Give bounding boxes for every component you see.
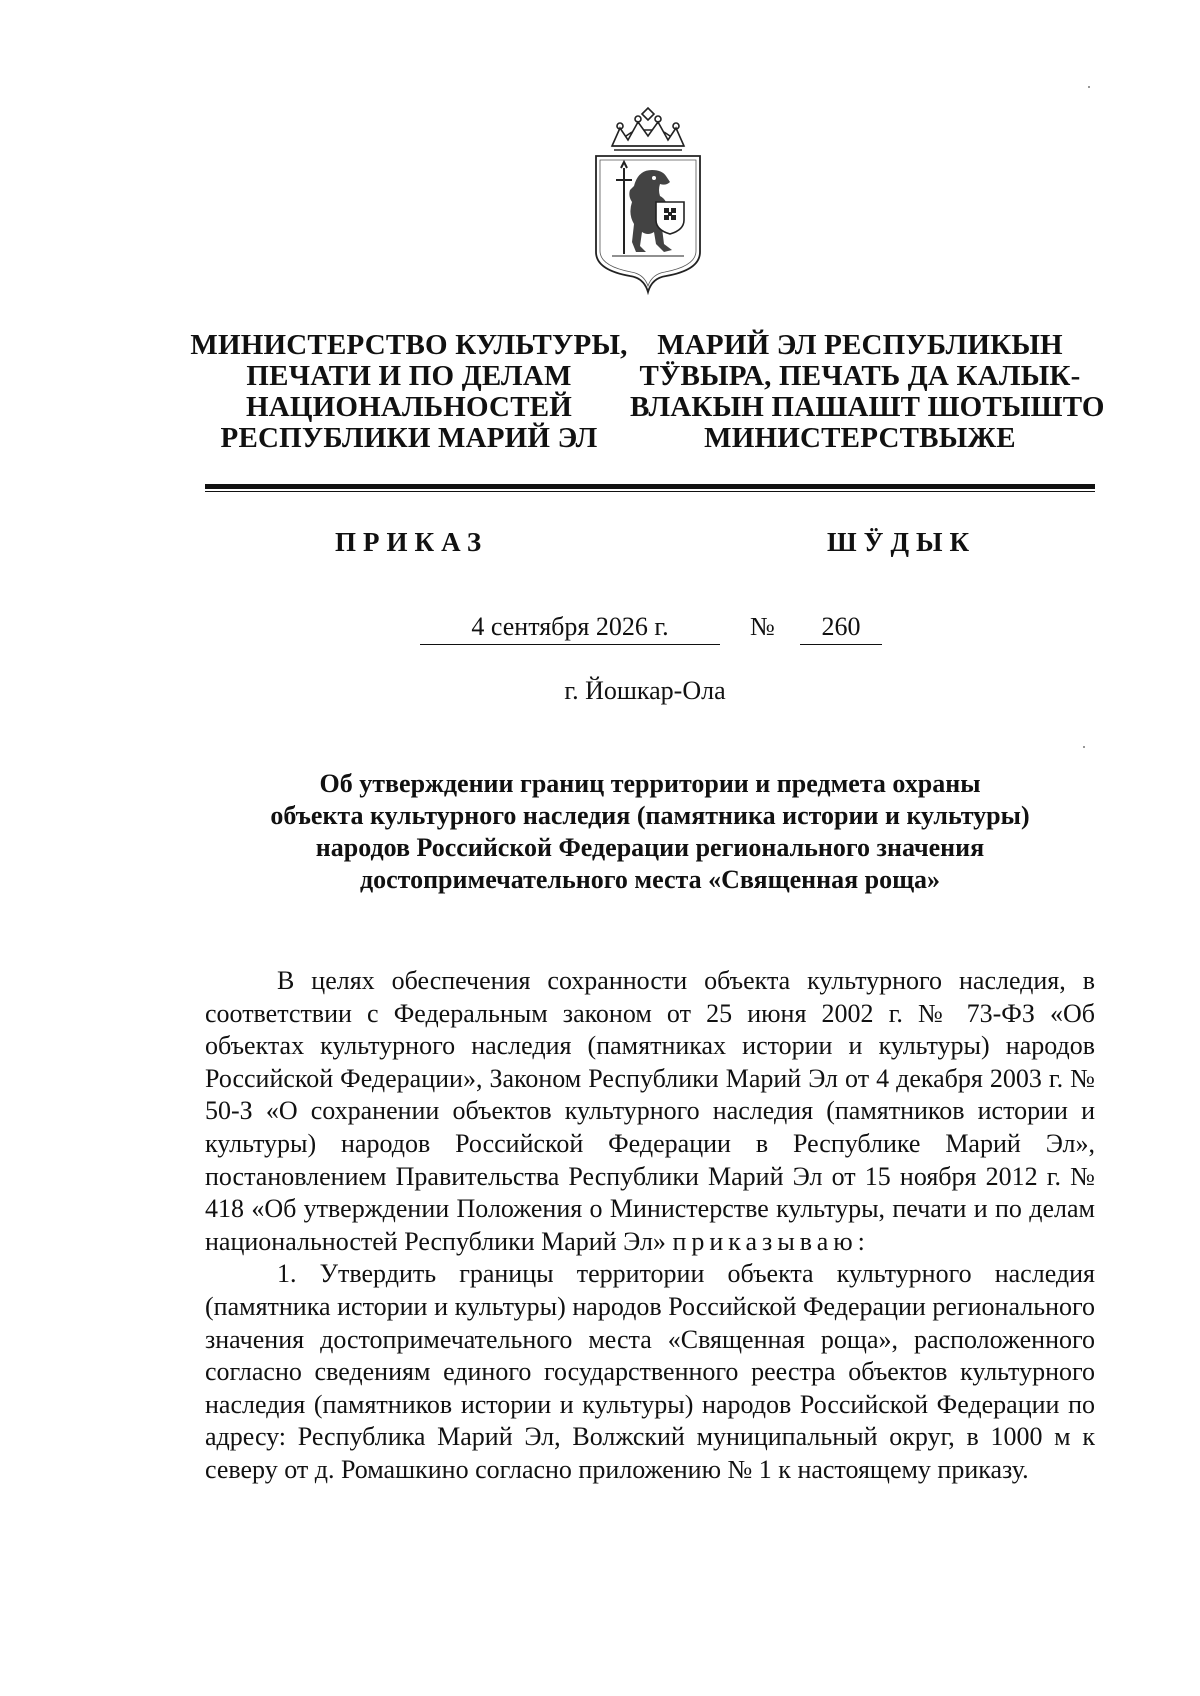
org-name-mari (630, 329, 1105, 454)
item-1-paragraph: 1. Утвердить границы территории объекта культурного наследия (памятника истории и культуры) народов Российской Федерации регионального значения достопримечательного места «Священная роща», расположенного согласно сведениям единого государственного реестра объектов культурного наследия (памятников истории и культуры) народов Российской Федерации по адресу: Республика Марий Эл, Волжский муниципальный округ, в 1000 м к северу от д. Ромашкино согласно приложению № 1 к настоящему приказу. (205, 1259, 1095, 1484)
title-line: достопримечательного места «Священная роща» (359, 865, 941, 894)
doc-date: 4 сентября 2026 г. (420, 610, 720, 645)
doc-city: г. Йошкар-Ола (564, 676, 726, 705)
doc-type-russian: ПРИКАЗ (335, 527, 489, 557)
org-name-line: МИНИСТЕРСТВЫЖЕ (704, 422, 1016, 454)
org-name-line: МАРИЙ ЭЛ РЕСПУБЛИКЫН (657, 329, 1063, 361)
title-line: народов Российской Федерации регионального значения (315, 833, 985, 862)
org-name-line: ВЛАКЫН ПАШАШТ ШОТЫШТО (630, 391, 1105, 423)
preamble-paragraph (205, 965, 1095, 1258)
header-divider-thin (205, 491, 1095, 492)
title-line: объекта культурного наследия (памятника истории и культуры) (270, 801, 1030, 830)
org-name-line: ТӰВЫРА, ПЕЧАТЬ ДА КАЛЫК- (639, 360, 1081, 392)
preamble-text: В целях обеспечения сохранности объекта культурного наследия, в соответствии с Федеральным законом от 25 июня 2002 г. № 73-ФЗ «Об объектах культурного наследия (памятниках истории и культуры) народов Российской Федерации», Законом Республики Марий Эл от 4 декабря 2003 г. № 50-З «О сохранении объектов культурного наследия (памятников истории и культуры) народов Российской Федерации в Республике Марий Эл», постановлением Правительства Республики Марий Эл от 15 ноября 2012 г. № 418 «Об утверждении Положения о Министерстве культуры, печати и по делам национальностей Республики Марий Эл» (205, 966, 1095, 1256)
mari-el-coat-of-arms-icon (582, 104, 714, 300)
org-name-line: ПЕЧАТИ И ПО ДЕЛАМ (246, 360, 572, 392)
doc-number: 260 (800, 610, 882, 645)
org-name-line: НАЦИОНАЛЬНОСТЕЙ (245, 391, 573, 423)
title-line: Об утверждении границ территории и предмета охраны (319, 769, 981, 798)
order-word: приказываю: (672, 1226, 870, 1256)
date-number-row (420, 610, 890, 650)
number-sign: № (750, 612, 775, 641)
scan-speck (1083, 746, 1085, 748)
org-name-line: МИНИСТЕРСТВО КУЛЬТУРЫ, (190, 329, 628, 361)
doc-body (205, 965, 1095, 1487)
org-name-russian (184, 330, 634, 454)
org-name-line: РЕСПУБЛИКИ МАРИЙ ЭЛ (220, 422, 598, 454)
scan-speck (1088, 86, 1090, 88)
doc-title (205, 768, 1095, 896)
header-divider (205, 484, 1095, 489)
doc-type-mari: ШӰДЫК (827, 527, 977, 557)
